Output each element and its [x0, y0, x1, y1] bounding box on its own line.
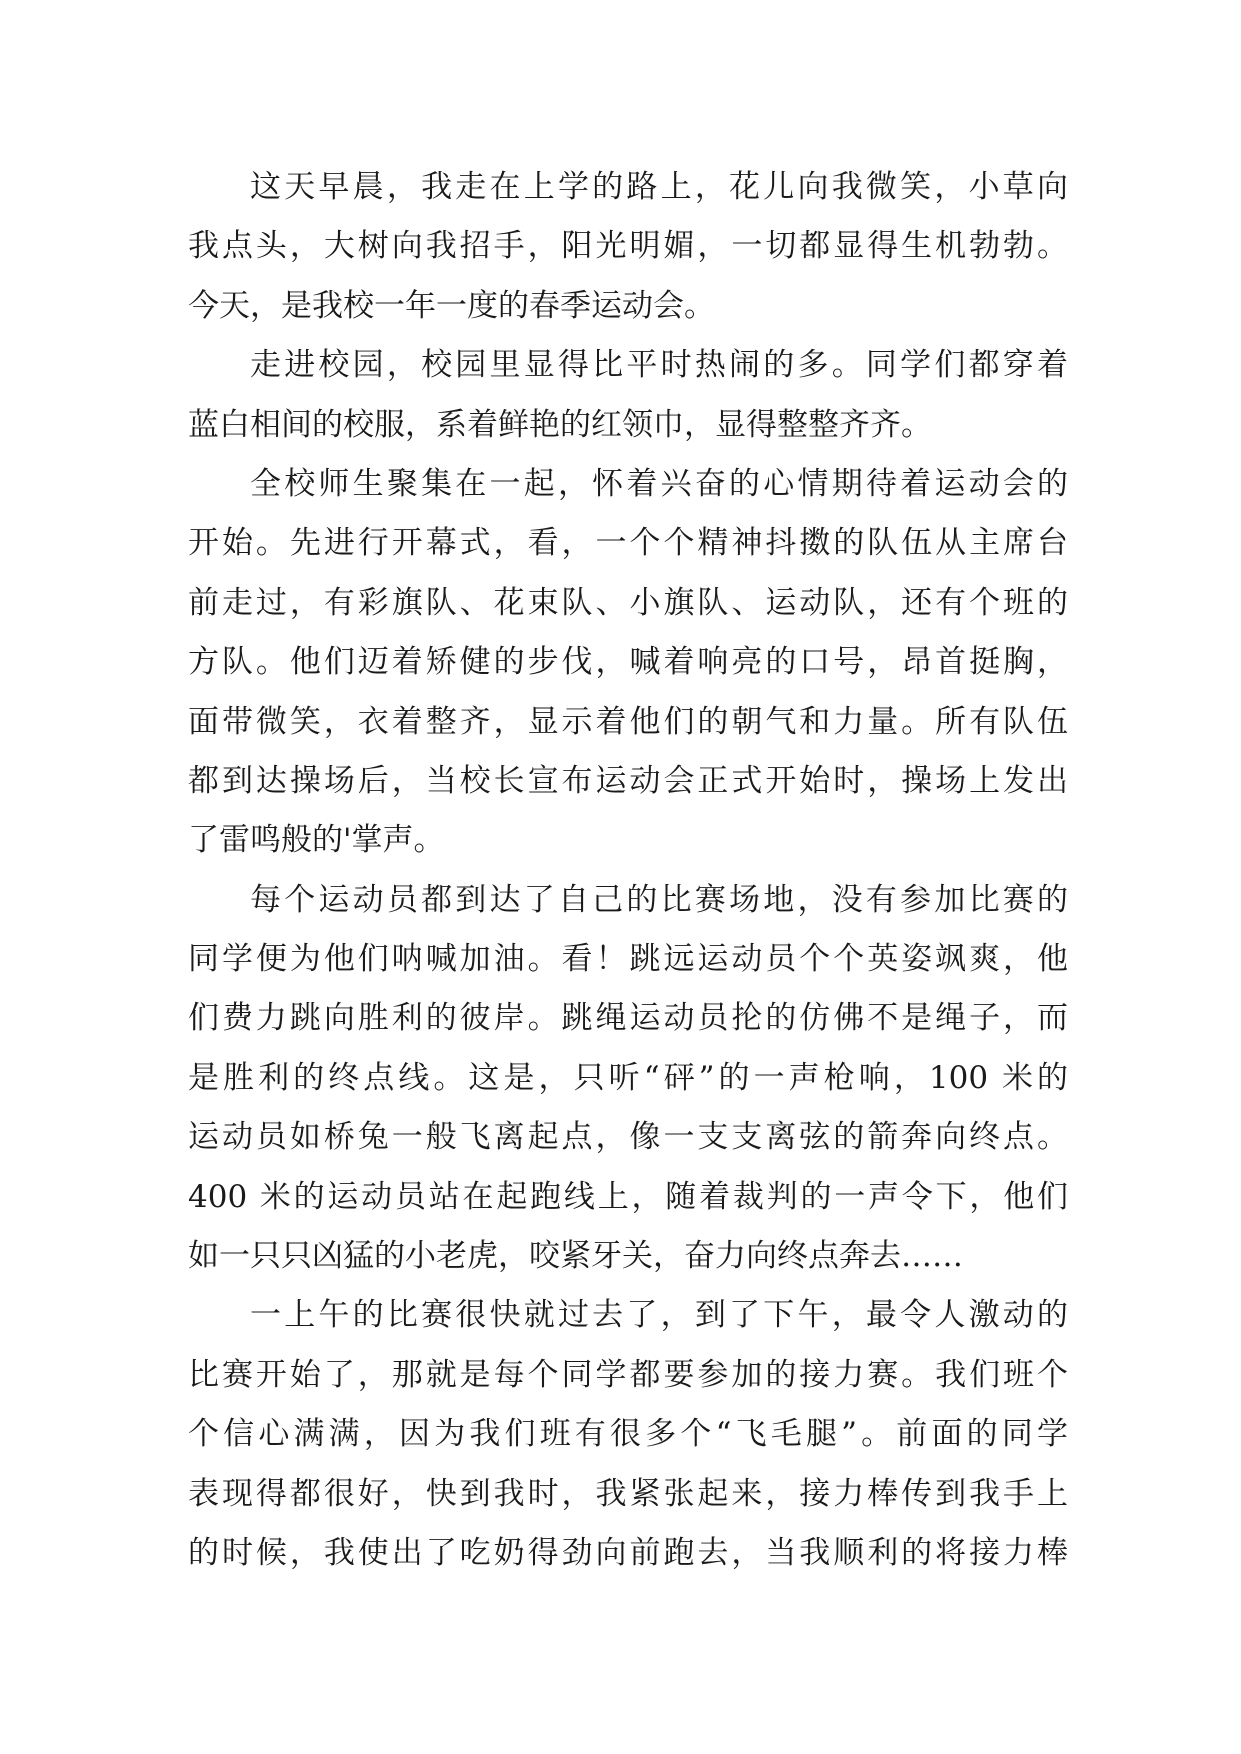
text-line: 们费力跳向胜利的彼岸。跳绳运动员抡的仿佛不是绳子，而: [188, 1000, 1068, 1037]
paragraph: [188, 871, 1068, 1287]
paragraph: [188, 455, 1068, 871]
document-body: [188, 158, 1068, 1583]
paragraph: [188, 1286, 1068, 1583]
text-line: 同学便为他们呐喊加油。看！跳远运动员个个英姿飒爽，他: [188, 941, 1068, 978]
text-line: 如一只只凶猛的小老虎，咬紧牙关，奋力向终点奔去……: [188, 1238, 963, 1275]
text-line: 了雷鸣般的'掌声。: [188, 822, 445, 859]
text-line: 运动员如桥兔一般飞离起点，像一支支离弦的箭奔向终点。: [188, 1119, 1068, 1156]
text-line: 面带微笑，衣着整齐，显示着他们的朝气和力量。所有队伍: [188, 703, 1068, 740]
text-line: 蓝白相间的校服，系着鲜艳的红领巾，显得整整齐齐。: [188, 406, 932, 443]
text-line: 400 米的运动员站在起跑线上，随着裁判的一声令下，他们: [188, 1178, 1068, 1215]
paragraph: [188, 336, 1068, 455]
text-line: 我点头，大树向我招手，阳光明媚，一切都显得生机勃勃。: [188, 228, 1068, 265]
text-line: 表现得都很好，快到我时，我紧张起来，接力棒传到我手上: [188, 1475, 1068, 1512]
text-line: 全校师生聚集在一起，怀着兴奋的心情期待着运动会的: [250, 465, 1068, 502]
text-line: 这天早晨，我走在上学的路上，花儿向我微笑，小草向: [250, 169, 1068, 205]
text-line: 每个运动员都到达了自己的比赛场地，没有参加比赛的: [250, 881, 1068, 918]
text-line: 比赛开始了，那就是每个同学都要参加的接力赛。我们班个: [188, 1356, 1068, 1393]
text-line: 的时候，我使出了吃奶得劲向前跑去，当我顺利的将接力棒: [188, 1534, 1068, 1571]
text-line: 今天，是我校一年一度的春季运动会。: [188, 287, 715, 324]
text-line: 方队。他们迈着矫健的步伐，喊着响亮的口号，昂首挺胸，: [188, 644, 1068, 681]
text-line: 一上午的比赛很快就过去了，到了下午，最令人激动的: [250, 1297, 1068, 1334]
text-line: 开始。先进行开幕式，看，一个个精神抖擞的队伍从主席台: [188, 525, 1068, 562]
text-line: 是胜利的终点线。这是，只听“砰”的一声枪响，100 米的: [188, 1059, 1068, 1096]
text-line: 前走过，有彩旗队、花束队、小旗队、运动队，还有个班的: [188, 584, 1068, 621]
paragraph: [188, 158, 1068, 336]
text-line: 个信心满满，因为我们班有很多个“飞毛腿”。前面的同学: [188, 1416, 1068, 1453]
text-line: 都到达操场后，当校长宣布运动会正式开始时，操场上发出: [188, 762, 1068, 799]
text-line: 走进校园，校园里显得比平时热闹的多。同学们都穿着: [250, 347, 1068, 384]
